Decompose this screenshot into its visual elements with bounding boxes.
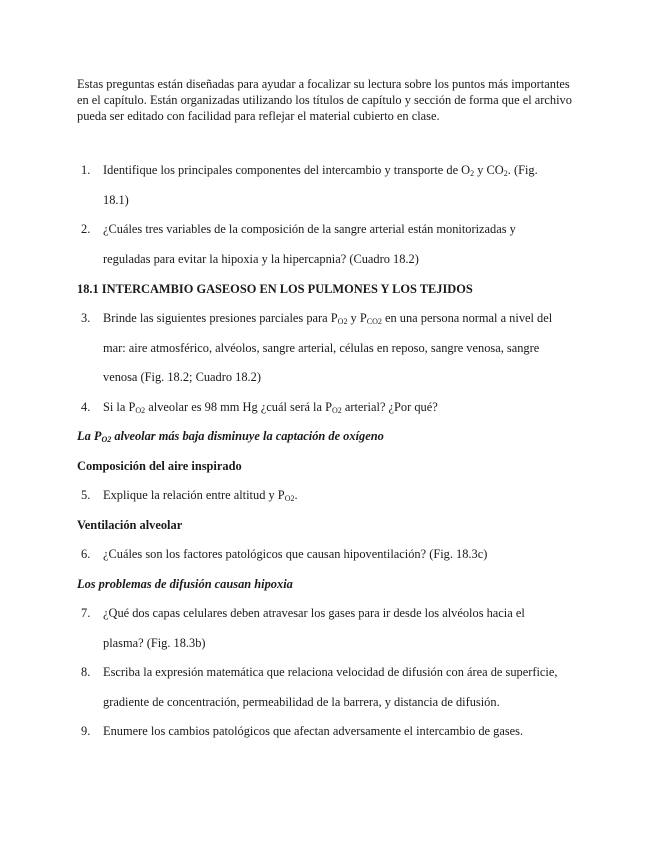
section-heading: 18.1 INTERCAMBIO GASEOSO EN LOS PULMONES Y LOS TEJIDOS (77, 282, 473, 296)
subheading-diffusion-problems: Los problemas de difusión causan hipoxia (77, 577, 293, 591)
question-number: 1. (81, 163, 91, 177)
question-3-line-3: venosa (Fig. 18.2; Cuadro 18.2) (103, 370, 261, 384)
question-number: 8. (81, 665, 91, 679)
question-number: 7. (81, 606, 91, 620)
subheading-low-po2: La $P_{O2}$ alveolar más baja disminuye la captación de oxígeno (77, 429, 384, 444)
question-text: ¿Qué dos capas celulares deben atravesar los gases para ir desde los alvéolos hacia el (103, 606, 525, 620)
question-number: 9. (81, 724, 91, 738)
question-7-line-2: plasma? (Fig. 18.3b) (103, 636, 206, 650)
question-number: 2. (81, 222, 91, 236)
question-1-line-2: 18.1) (103, 193, 129, 207)
question-number: 5. (81, 488, 91, 502)
intro-paragraph: Estas preguntas están diseñadas para ayudar a focalizar su lectura sobre los puntos más importantes en el capítulo. Están organizadas utilizando los títulos de capítulo y sección de forma que el archivo pueda ser editado con facilidad para reflejar el material cubierto en clase. (77, 77, 572, 123)
question-text: Si la $P_{O2}$ alveolar es 98 mm Hg ¿cuál será la $P_{O2}$ arterial? ¿Por qué? (103, 400, 438, 415)
subheading-alveolar-ventilation: Ventilación alveolar (77, 518, 183, 532)
question-8-line-2: gradiente de concentración, permeabilidad de la barrera, y distancia de difusión. (103, 695, 500, 709)
question-3-line-2: mar: aire atmosférico, alvéolos, sangre arterial, células en reposo, sangre venosa, sangre (103, 341, 540, 355)
question-2-line-2: reguladas para evitar la hipoxia y la hipercapnia? (Cuadro 18.2) (103, 252, 419, 266)
question-text: Identifique los principales componentes del intercambio y transporte de $O_2$ y $CO_2$. (Fig. (103, 163, 538, 178)
question-text: Escriba la expresión matemática que relaciona velocidad de difusión con área de superficie, (103, 665, 558, 679)
question-text: Explique la relación entre altitud y $P_{O2}$. (103, 488, 298, 503)
question-number: 6. (81, 547, 91, 561)
question-text: Brinde las siguientes presiones parciales para $P_{O2}$ y $P_{CO2}$ en una persona normal a nivel del (103, 311, 553, 326)
question-text: ¿Cuáles son los factores patológicos que causan hipoventilación? (Fig. 18.3c) (103, 547, 488, 561)
question-text: ¿Cuáles tres variables de la composición de la sangre arterial están monitorizadas y (103, 222, 516, 236)
question-text: Enumere los cambios patológicos que afectan adversamente el intercambio de gases. (103, 724, 524, 738)
question-number: 3. (81, 311, 91, 325)
subheading-inspired-air: Composición del aire inspirado (77, 459, 242, 473)
question-number: 4. (81, 400, 91, 414)
